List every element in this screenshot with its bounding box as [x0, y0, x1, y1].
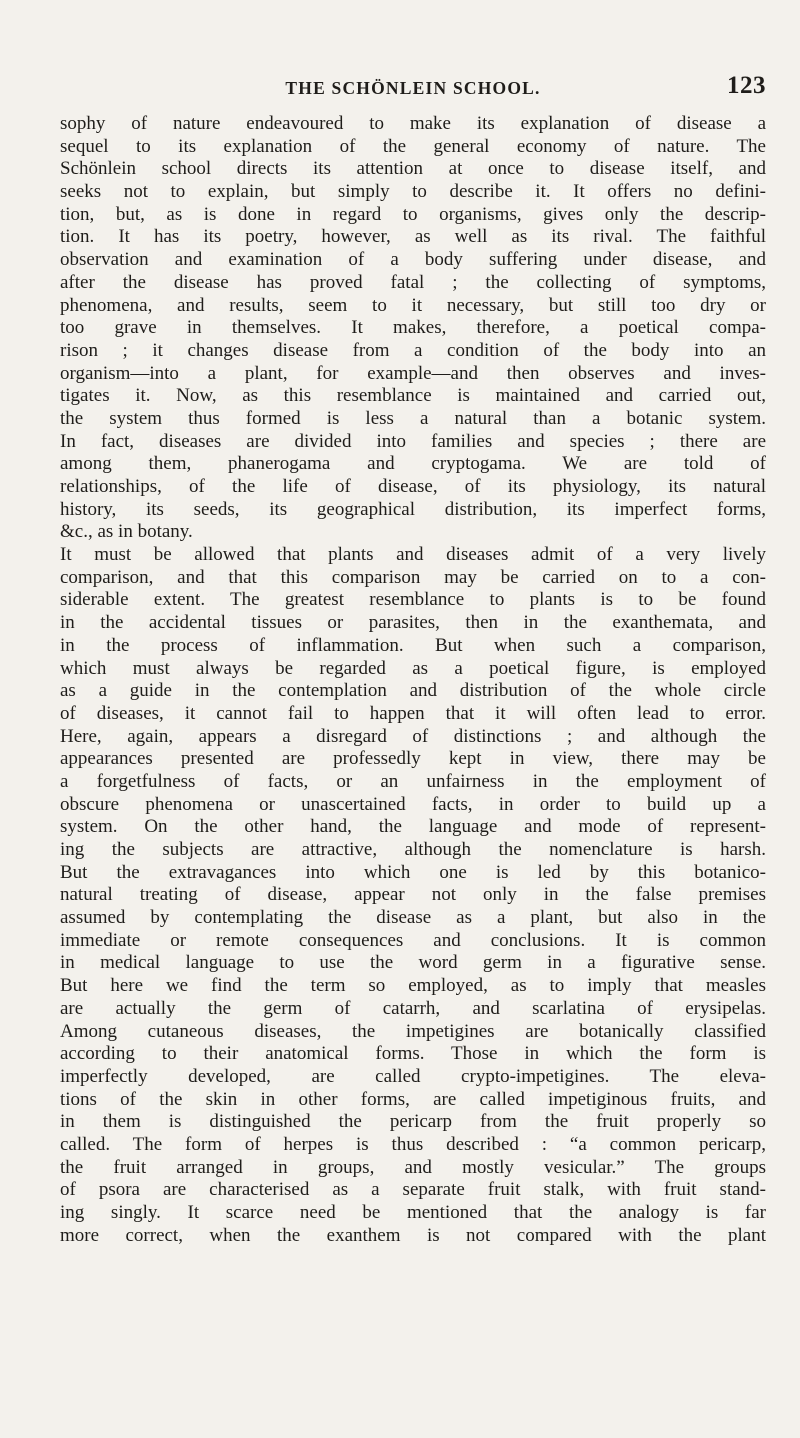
text-line: called. The form of herpes is thus described : “a common pericarp, [60, 1133, 766, 1155]
text-line: too grave in themselves. It makes, therefore, a poetical compa- [60, 317, 766, 339]
text-line: tions of the skin in other forms, are called impetiginous fruits, and [60, 1088, 766, 1110]
text-line: imperfectly developed, are called crypto-impetigines. The eleva- [60, 1065, 766, 1087]
text-line: Here, again, appears a disregard of distinctions ; and although the [60, 725, 766, 747]
body-text [60, 113, 766, 1247]
text-line: immediate or remote consequences and conclusions. It is common [60, 929, 766, 951]
text-line: In fact, diseases are divided into families and species ; there are [60, 430, 766, 452]
text-line: appearances presented are professedly kept in view, there may be [60, 748, 766, 770]
text-line: But the extravagances into which one is led by this botanico- [60, 861, 766, 883]
text-line: tion. It has its poetry, however, as well as its rival. The faithful [60, 226, 766, 248]
text-line: seeks not to explain, but simply to describe it. It offers no defini- [60, 181, 766, 203]
text-line: in medical language to use the word germ in a figurative sense. [60, 952, 766, 974]
text-line: observation and examination of a body suffering under disease, and [60, 249, 766, 271]
text-line: according to their anatomical forms. Those in which the form is [60, 1043, 766, 1065]
text-line: ing singly. It scarce need be mentioned that the analogy is far [60, 1202, 766, 1223]
text-line: sequel to its explanation of the general economy of nature. The [60, 135, 766, 157]
text-line: obscure phenomena or unascertained facts, in order to build up a [60, 793, 766, 815]
text-line: history, its seeds, its geographical distribution, its imperfect forms, [60, 498, 766, 520]
text-line: more correct, when the exanthem is not compared with the plant [60, 1224, 766, 1246]
text-line: It must be allowed that plants and diseases admit of a very lively [60, 544, 766, 566]
text-line: as a guide in the contemplation and distribution of the whole circle [60, 680, 766, 702]
running-title: THE SCHÖNLEIN SCHOOL. [285, 78, 541, 98]
text-line: assumed by contemplating the disease as a plant, but also in the [60, 907, 766, 929]
text-line: the fruit arranged in groups, and mostly vesicular.” The groups [60, 1156, 766, 1178]
text-line: in the process of inflammation. But when such a comparison, [60, 634, 766, 656]
text-line: the system thus formed is less a natural than a botanic system. [60, 407, 766, 429]
text-line: Among cutaneous diseases, the impetigines are botanically classified [60, 1020, 766, 1042]
running-head [60, 72, 766, 102]
text-line: in the accidental tissues or parasites, then in the exanthemata, and [60, 612, 766, 634]
text-line: of psora are characterised as a separate fruit stalk, with fruit stand- [60, 1179, 766, 1201]
text-line: after the disease has proved fatal ; the collecting of symptoms, [60, 271, 766, 293]
text-line: organism—into a plant, for example—and then observes and inves- [60, 362, 766, 384]
text-line: sophy of nature endeavoured to make its explanation of disease a [60, 113, 766, 134]
text-line: which must always be regarded as a poetical figure, is employed [60, 657, 766, 679]
text-line: natural treating of disease, appear not only in the false premises [60, 884, 766, 906]
text-line: of diseases, it cannot fail to happen that it will often lead to error. [60, 702, 766, 724]
text-line: in them is distinguished the pericarp from the fruit properly so [60, 1111, 766, 1133]
text-line: comparison, and that this comparison may be carried on to a con- [60, 566, 766, 588]
text-line: But here we find the term so employed, as to imply that measles [60, 975, 766, 997]
text-line: ing the subjects are attractive, although the nomenclature is harsh. [60, 839, 766, 860]
text-line: system. On the other hand, the language and mode of represent- [60, 816, 766, 838]
text-line: &c., as in botany. [60, 521, 193, 543]
text-line: rison ; it changes disease from a condition of the body into an [60, 339, 766, 361]
text-line: tion, but, as is done in regard to organisms, gives only the descrip- [60, 203, 766, 225]
text-line: siderable extent. The greatest resemblance to plants is to be found [60, 589, 766, 611]
text-line: phenomena, and results, seem to it necessary, but still too dry or [60, 294, 766, 316]
text-line: Schönlein school directs its attention at once to disease itself, and [60, 158, 766, 180]
text-line: relationships, of the life of disease, of its physiology, its natural [60, 476, 766, 497]
text-line: tigates it. Now, as this resemblance is maintained and carried out, [60, 385, 766, 407]
text-line: a forgetfulness of facts, or an unfairness in the employment of [60, 770, 766, 792]
text-line: among them, phanerogama and cryptogama. We are told of [60, 453, 766, 475]
page-number: 123 [727, 72, 766, 99]
text-line: are actually the germ of catarrh, and scarlatina of erysipelas. [60, 997, 766, 1019]
